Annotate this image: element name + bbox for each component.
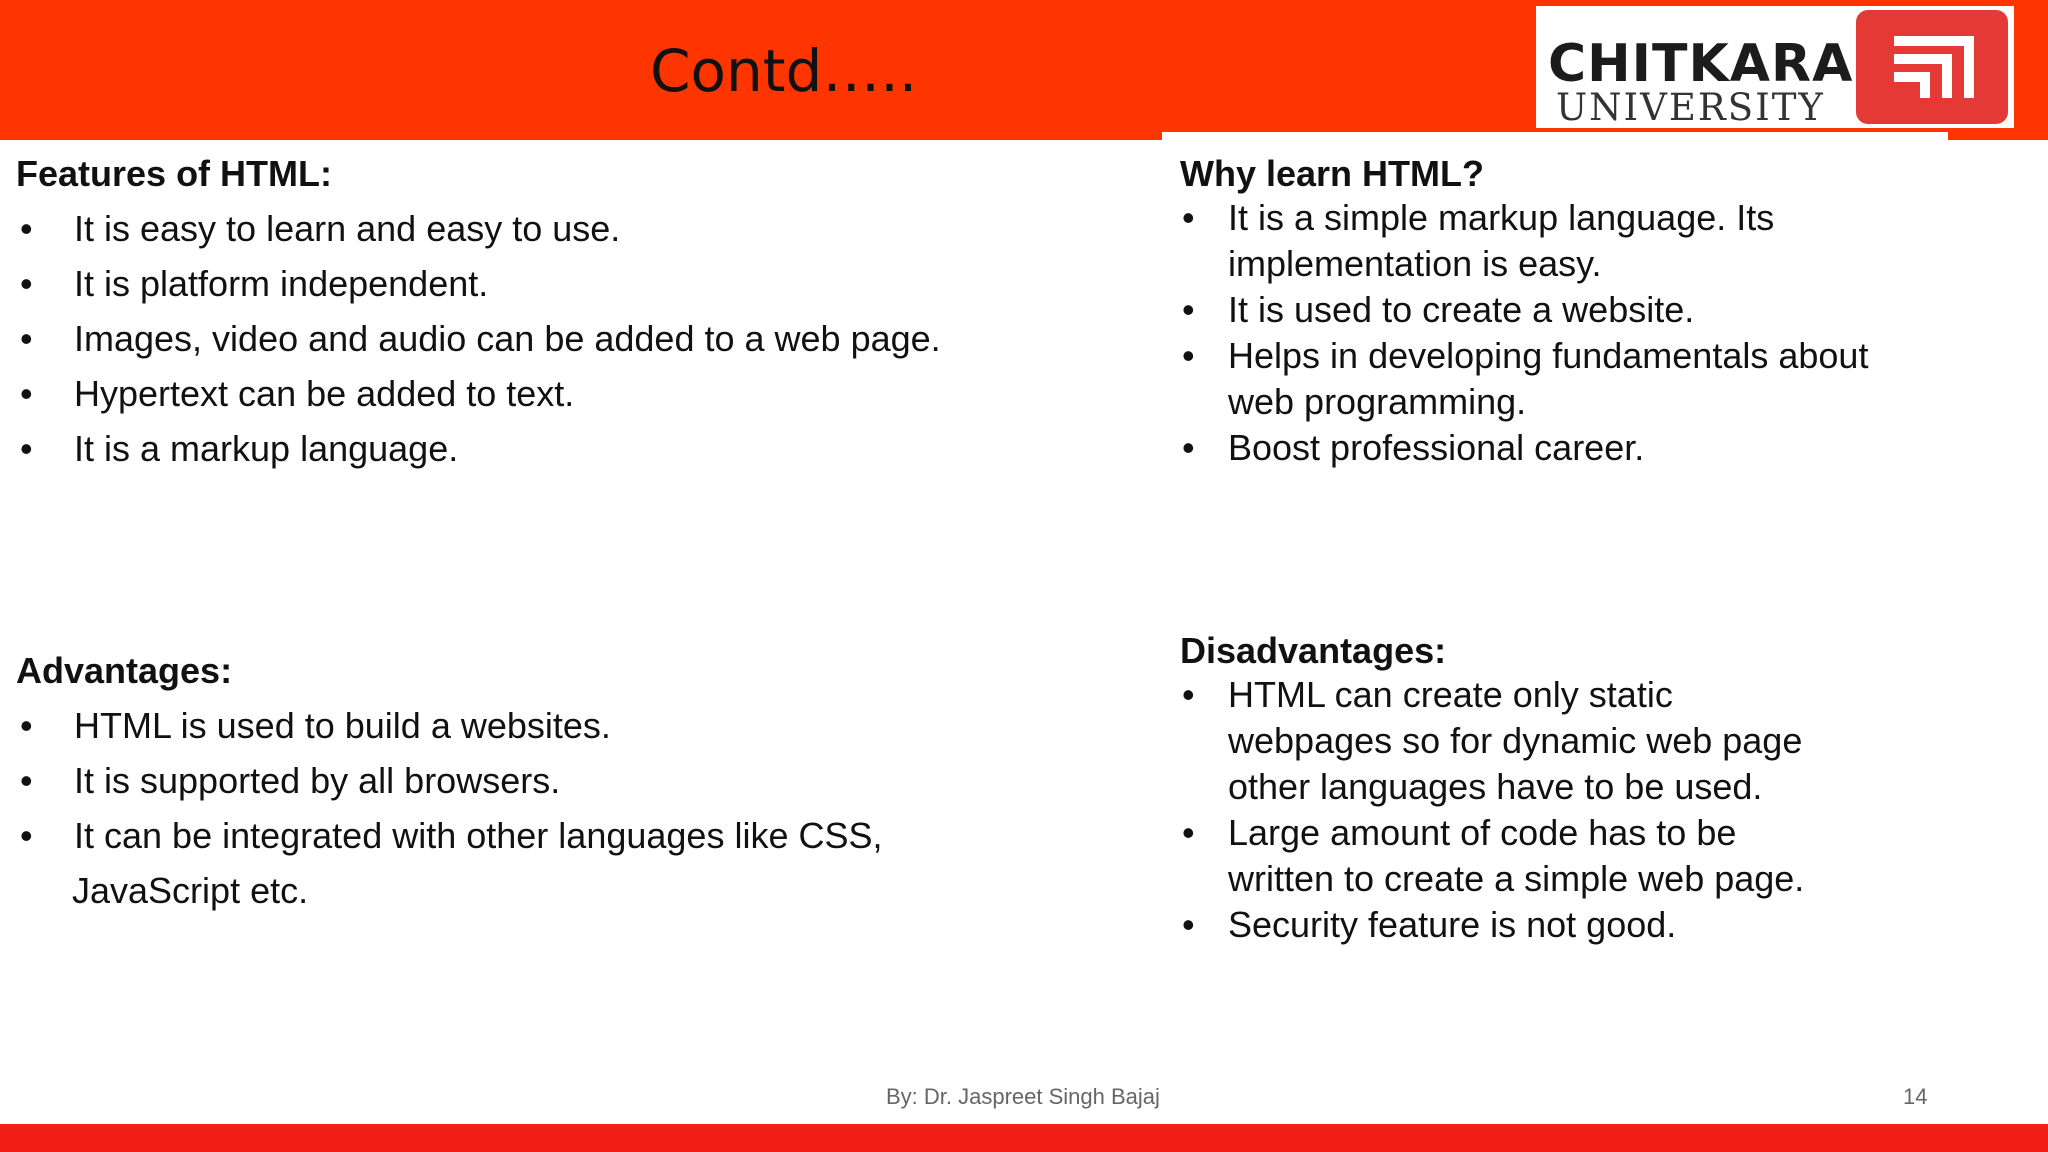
features-section bbox=[16, 153, 1136, 470]
disadvantages-heading: Disadvantages: bbox=[1180, 630, 1447, 671]
why-section bbox=[1180, 153, 2000, 471]
bullet-icon: • bbox=[1182, 904, 1195, 945]
bullet-icon: • bbox=[20, 428, 33, 469]
list-item-continuation: JavaScript etc. bbox=[72, 870, 309, 911]
list-item: • It is platform independent. bbox=[20, 263, 489, 304]
list-item: • HTML is used to build a websites. bbox=[20, 705, 611, 746]
footer-author: By: Dr. Jaspreet Singh Bajaj bbox=[886, 1084, 1160, 1109]
disadvantages-list bbox=[1180, 672, 2000, 948]
advantages-section bbox=[16, 650, 1136, 912]
bullet-icon: • bbox=[20, 815, 33, 856]
list-item: • Boost professional career. bbox=[1180, 425, 2000, 471]
logo-mark-icon bbox=[1856, 10, 2008, 124]
list-item: • It is a markup language. bbox=[20, 428, 459, 469]
bullet-icon: • bbox=[20, 318, 33, 359]
logo-sub-text: UNIVERSITY bbox=[1556, 86, 1825, 129]
slide-title: Contd….. bbox=[650, 37, 918, 105]
bullet-icon: • bbox=[20, 263, 33, 304]
bullet-icon: • bbox=[1182, 197, 1195, 238]
page-number: 14 bbox=[1903, 1084, 1928, 1109]
bullet-icon: • bbox=[1182, 289, 1195, 330]
advantages-list bbox=[16, 705, 1136, 857]
features-list bbox=[16, 208, 1136, 470]
why-list bbox=[1180, 195, 2000, 471]
list-item: • It is easy to learn and easy to use. bbox=[20, 208, 621, 249]
advantages-heading: Advantages: bbox=[16, 650, 233, 691]
list-item: • Large amount of code has to be written to create a simple web page. bbox=[1182, 812, 1805, 899]
footer-bar bbox=[0, 1124, 2048, 1152]
disadvantages-section bbox=[1180, 630, 2000, 948]
list-item: • It is supported by all browsers. bbox=[20, 760, 561, 801]
bullet-icon: • bbox=[1182, 674, 1195, 715]
university-logo bbox=[1536, 6, 2014, 128]
header-divider bbox=[1162, 132, 1948, 142]
list-item: • It is a simple markup language. Its implementation is easy. bbox=[1182, 197, 1775, 284]
why-heading: Why learn HTML? bbox=[1180, 153, 1484, 194]
features-heading: Features of HTML: bbox=[16, 153, 333, 194]
list-item: • Hypertext can be added to text. bbox=[20, 373, 575, 414]
bullet-icon: • bbox=[20, 373, 33, 414]
list-item: • Helps in developing fundamentals about web programming. bbox=[1182, 335, 1869, 422]
list-item: • Security feature is not good. bbox=[1180, 902, 2000, 948]
list-item: • It is used to create a website. bbox=[1180, 287, 2000, 333]
list-item: • Images, video and audio can be added to a web page. bbox=[20, 318, 941, 359]
list-item: • It can be integrated with other languages like CSS, bbox=[20, 815, 883, 856]
bullet-icon: • bbox=[1182, 427, 1195, 468]
list-item: • HTML can create only static webpages so for dynamic web page other languages have to be used. bbox=[1182, 674, 1803, 807]
bullet-icon: • bbox=[20, 208, 33, 249]
bullet-icon: • bbox=[1182, 335, 1195, 376]
bullet-icon: • bbox=[20, 760, 33, 801]
logo-brand-text: CHITKARA bbox=[1548, 34, 1854, 94]
bullet-icon: • bbox=[20, 705, 33, 746]
bullet-icon: • bbox=[1182, 812, 1195, 853]
